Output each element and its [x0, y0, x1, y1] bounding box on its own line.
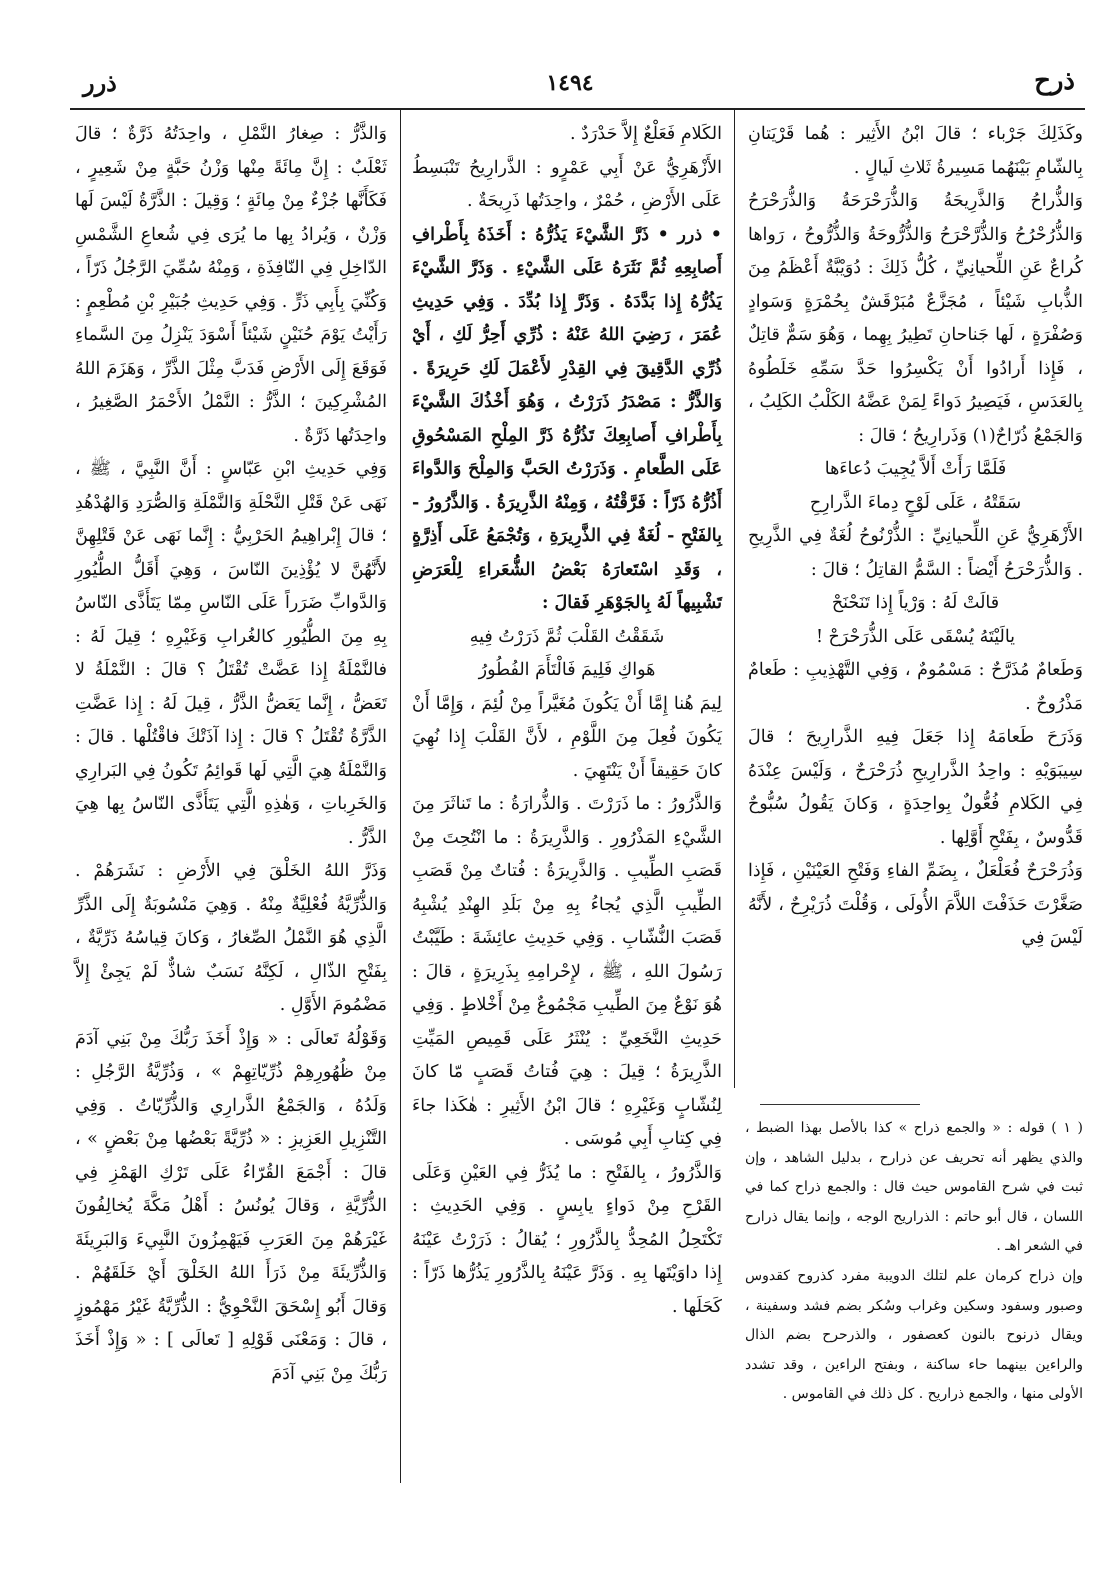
paragraph: وَقَوْلُهُ تَعالَى : « وَإِذْ أَخَذَ رَبُّكَ مِنْ بَنِي آدَمَ مِنْ ظُهُورِهِمْ ذُرِّيّاتِهِمْ » ، وَذُرِّيَّةُ الرَّجُلِ : وَلَدُهُ ، وَالجَمْعُ الذَّرارِي وَالذُّرِّيّاتُ . وَفِي التَّنْزِيلِ العَزِيزِ : « ذُرِّيَّةً بَعْضُها مِنْ بَعْضٍ » ، قالَ : أَجْمَعَ القُرّاءُ عَلَى تَرْكِ الهَمْزِ فِي الذُّرِّيَّةِ ، وَقالَ يُونُسُ : أَهْلُ مَكَّةَ يُخالِفُونَ غَيْرَهُمْ مِنَ العَرَبِ فَيَهْمِزُونَ النَّبِيءَ وَالبَرِيئَةَ وَالذُّرِّيئَةَ مِنْ ذَرَأَ اللهُ الخَلْقَ أَيْ خَلَقَهُمْ . وَقالَ أَبُو إِسْحَقَ النَّحْوِيُّ : الذُّرِّيَّةُ غَيْرُ مَهْمُوزٍ ، قالَ : وَمَعْنَى قَوْلِهِ [ تَعالَى ] : « وَإِذْ أَخَذَ رَبُّكَ مِنْ بَنِي آدَمَ — [75, 1028, 387, 1384]
column-left — [75, 118, 387, 1391]
footnote — [745, 1114, 1083, 1410]
footnote-rule — [760, 1104, 920, 1105]
paragraph: وَالذُّراحُ وَالذَّرِيحَةُ وَالذُّرَحْرَحَةُ وَالذُّرَحْرَحُ وَالذُّرُحْرُحُ وَالذُّرَّحْرَحُ وَالذُّرُّوحَةُ وَالذُّرُّوحُ ، رَواها كُراعٌ عَنِ اللِّحيانِيِّ ، كُلُّ ذَلِكَ : دُوَيْبَّةٌ أَعْظَمُ مِنَ الذُّبابِ شَيْئاً ، مُجَزَّعٌ مُبَرْقَشٌ بِحُمْرَةٍ وَسَوادٍ وَصُفْرَةٍ ، لَها جَناحانِ تَطِيرُ بِهِما ، وَهُوَ سَمٌّ قاتِلٌ ، فَإِذا أَرادُوا أَنْ يَكْسِرُوا حَدَّ سَمِّهِ خَلَطُوهُ بِالعَدَسِ ، فَيَصِيرُ دَواءً لِمَنْ عَضَّهُ الكَلْبُ الكَلِبُ ، وَالجَمْعُ ذُرّاحٌ(١) وَذَرارِيحُ ؛ قالَ : — [748, 191, 1083, 446]
paragraph: الكَلامِ فَعَلْعٌ إِلاَّ حَدْرَدٌ . — [570, 124, 722, 144]
paragraph: الأَزْهَرِيُّ عَنْ أَبِي عَمْرٍو : الذَّرارِيحُ تَنْبَسِطُ عَلَى الأَرْضِ ، حُمْرٌ ، واحِدَتُها ذَرِيحَةٌ . — [412, 157, 722, 211]
paragraph: وكَذَلِكَ جَرْباء ؛ قالَ ابْنُ الأَثِير : هُما قَرْيَتانِ بِالشّامِ بَيْنَهُما مَسِيرةُ ثَلاثِ لَيالٍ . — [748, 124, 1083, 178]
paragraph: وَالذَّرُّ : صِغارُ النَّمْلِ ، واحِدَتُهُ ذَرَّةٌ ؛ قالَ ثَعْلَبٌ : إِنَّ مِائَةً مِنْها وَزْنُ حَبَّةٍ مِنْ شَعِيرٍ ، فَكَأَنَّها جُزْءٌ مِنْ مِائَةٍ ؛ وَقِيلَ : الذَّرَّةُ لَيْسَ لَها وَزْنٌ ، وَيُرادُ بِها ما يُرَى فِي شُعاعِ الشَّمْسِ الدّاخِلِ فِي النّافِذَةِ ، وَمِنْهُ سُمِّيَ الرَّجُلُ ذَرّاً ، وَكُنِّيَ بِأَبِي ذَرٍّ . وَفِي حَدِيثِ جُبَيْرِ بْنِ مُطْعِمٍ : رَأَيْتُ يَوْمَ حُنَيْنٍ شَيْئاً أَسْوَدَ يَنْزِلُ مِنَ السَّماءِ فَوَقَعَ إِلَى الأَرْضِ فَدَبَّ مِثْلَ الذَّرِّ ، وَهَزَمَ اللهُ المُشْرِكِينَ ؛ الذَّرُّ : النَّمْلُ الأَحْمَرُ الصَّغِيرُ ، واحِدَتُها ذَرَّةٌ . — [75, 124, 387, 446]
footnote-paragraph: وإن ذراح كرمان علم لتلك الدويبة مفرد كذروح كقدوس وصبور وسفود وسكين وغراب وسُكر بضم فشد وسفينة ، ويقال ذرنوح بالنون كعصفور ، والذرحرح بضم الذال والراءين بينهما حاء ساكنة ، وبفتح الراءين ، وقد تشدد الأولى منها ، والجمع ذراريح . كل ذلك في القاموس . — [745, 1267, 1083, 1403]
verse-line: هَواكِ فَلِيمَ فَالْتَأَمَ الفُطُورُ — [478, 660, 656, 680]
paragraph: وَذَرَّ اللهُ الخَلْقَ فِي الأَرْضِ : نَشَرَهُمْ . وَالذُّرِّيَّةُ فُعْلِيَّةٌ مِنْهُ . وَهِيَ مَنْسُوبَةٌ إِلَى الذَّرِّ الَّذِي هُوَ النَّمْلُ الصِّغارُ ، وَكانَ قِياسُهُ ذَرِّيَّةٌ ، بِفَتْحِ الذّالِ ، لَكِنَّهُ نَسَبٌ شاذٌّ لَمْ يَجِئْ إِلاَّ مَضْمُومَ الأَوَّلِ . — [75, 861, 387, 1015]
verse-line: سَقَتْهُ ، عَلَى لَوْحٍ دِماءَ الذَّرارِحِ — [809, 492, 1022, 513]
entry-dharr: • ذرر • ذَرَّ الشَّيْءَ يَذُرُّهُ : أَخَذَهُ بِأَطْرافِ أَصابِعِهِ ثُمَّ نَثَرَهُ عَلَى الشَّيْءِ . وَذَرَّ الشَّيْءَ يَذُرُّهُ إِذا بَدَّدَهُ . وَذَرَّ إِذا بُدِّدَ . وَفِي حَدِيثِ عُمَرَ ، رَضِيَ اللهُ عَنْهُ : ذُرِّي أَحِرُّ لَكِ ، أَيْ ذُرِّي الدَّقِيقَ فِي القِدْرِ لأَعْمَلَ لَكِ حَرِيرَةً . وَالذَّرُّ : مَصْدَرُ ذَرَرْتُ ، وَهُوَ أَخْذُكَ الشَّيْءَ بِأَطْرافِ أَصابِعِكَ تَذُرُّهُ ذَرَّ المِلْحِ المَسْحُوقِ عَلَى الطَّعامِ . وَذَرَرْتُ الحَبَّ وَالمِلْحَ وَالدَّواءَ أَذُرُّهُ ذَرّاً : فَرَّقْتُهُ ، وَمِنْهُ الذَّرِيرَةُ . وَالذَّرُورُ - بِالفَتْحِ - لُغَةٌ فِي الذَّرِيرَةِ ، وَتُجْمَعُ عَلَى أَذِرَّةٍ ، وَقَدِ اسْتَعارَهُ بَعْضُ الشُّعَراءِ لِلْعَرَضِ تَشْبِيهاً لَهُ بِالجَوْهَرِ فَقالَ : — [412, 224, 722, 613]
paragraph: وَفِي حَدِيثِ ابْنِ عَبّاسٍ : أَنَّ النَّبِيَّ ، ﷺ ، نَهَى عَنْ قَتْلِ النَّحْلَةِ وَالنَّمْلَةِ وَالصُّرَدِ وَالهُدْهُدِ ؛ قالَ إِبْراهِيمُ الحَرْبِيُّ : إِنَّما نَهَى عَنْ قَتْلِهِنَّ لأَنَّهُنَّ لا يُؤْذِينَ النّاسَ ، وَهِيَ أَقَلُّ الطُّيُورِ وَالدَّوابِّ ضَرَراً عَلَى النّاسِ مِمّا يَتَأَذَّى النّاسُ بِهِ مِنَ الطُّيُورِ كالغُرابِ وَغَيْرِهِ ؛ قِيلَ لَهُ : فالنَّمْلَةُ إِذا عَضَّتْ تُقْتَلُ ؟ قالَ : النَّمْلَةُ لا تَعَضُّ ، إِنَّما يَعَضُّ الذَّرُّ ، قِيلَ لَهُ : إِذا عَضَّتِ الذَّرَّةُ تُقْتَلُ ؟ قالَ : إِذا آذَتْكَ فاقْتُلْها . قالَ : وَالنَّمْلَةُ هِيَ الَّتِي لَها قَوائِمُ تَكُونُ فِي البَرارِي وَالخَرِباتِ ، وَهٰذِهِ الَّتِي يَتَأَذَّى النّاسُ بِها هِيَ الذَّرُّ . — [75, 459, 387, 848]
paragraph: وَالذَّرُورُ : ما ذَرَرْتَ . وَالذُّرارَةُ : ما تَناثَرَ مِنَ الشَّيْءِ المَذْرُورِ . وَالذَّرِيرَةُ : ما انْتُحِتَ مِنْ قَصَبِ الطِّيبِ . وَالذَّرِيرَةُ : فُتاتٌ مِنْ قَصَبِ الطِّيبِ الَّذِي يُجاءُ بِهِ مِنْ بَلَدِ الهِنْدِ يُشْبِهُ قَصَبَ النُّشّابِ . وَفِي حَدِيثِ عائِشَةَ : طَيَّبْتُ رَسُولَ اللهِ ، ﷺ ، لإِحْرامِهِ بِذَرِيرَةٍ ، قالَ : هُوَ نَوْعٌ مِنَ الطِّيبِ مَجْمُوعٌ مِنْ أَخْلاطٍ . وَفِي حَدِيثِ النَّخَعِيِّ : يُنْثَرُ عَلَى قَمِيصِ المَيِّتِ الذَّرِيرَةُ ؛ قِيلَ : هِيَ فُتاتُ قَصَبٍ مّا كانَ لِنُشّابٍ وَغَيْرِهِ ؛ قالَ ابْنُ الأَثِيرِ : هٰكَذا جاءَ فِي كِتابِ أَبِي مُوسَى . — [412, 794, 722, 1149]
verse-line: قالَتْ لَهُ : وَرْياً إِذا تَنَحْنَحْ — [831, 593, 1000, 613]
column-divider-right — [734, 108, 735, 1088]
footnote-paragraph: ( ١ ) قوله : « والجمع ذراح » كذا بالأصل بهذا الضبط ، والذي يظهر أنه تحريف عن ذرارح ، بدليل الشاهد ، وإن ثبت في شرح القاموس حيث قال : والجمع ذراح كما في اللسان ، قال أبو حاتم : الذراريح الوجه ، وإنما يقال ذرارح في الشعر اهـ . — [745, 1120, 1083, 1255]
paragraph: وَطَعامٌ مُذَرَّحٌ : مَسْمُومٌ ، وَفِي التَّهْذِيبِ : طَعامٌ مَذْرُوحٌ . — [748, 660, 1083, 714]
header-root-left: ذرر — [83, 68, 117, 97]
header-rule — [70, 108, 1085, 110]
paragraph: وَالذَّرُورُ ، بِالفَتْحِ : ما يُذَرُّ فِي العَيْنِ وَعَلَى القَرْحِ مِنْ دَواءٍ يابِسٍ . وَفِي الحَدِيثِ : تَكْتَحِلُ المُحِدُّ بِالذَّرُورِ ؛ يُقالُ : ذَرَرْتُ عَيْنَهُ إِذا داوَيْتَها بِهِ . وَذَرَّ عَيْنَهُ بِالذَّرُورِ يَذُرُّها ذَرّاً : كَحَلَها . — [412, 1162, 722, 1317]
column-right — [748, 118, 1083, 956]
header-root-right: ذرح — [1034, 66, 1075, 96]
page-header — [55, 66, 1085, 104]
page-number: ١٤٩٤ — [546, 70, 594, 96]
paragraph: وَذَرَحَ طَعامَهُ إِذا جَعَلَ فِيهِ الذَّرارِيحَ ؛ قالَ سِيبَوَيْهِ : واحِدُ الذَّرارِيحِ ذُرَحْرَحٌ ، وَلَيْسَ عِنْدَهُ فِي الكَلامِ فُعُّولٌ بِواحِدَةٍ ، وَكانَ يَقُولُ سُبُّوحٌ قَدُّوسٌ ، بِفَتْحِ أَوَّلِها . — [748, 727, 1083, 848]
verse-line: فَلَمَّا رَأَتْ أَلاَّ يُجِيبَ دُعاءَها — [824, 459, 1007, 479]
verse-line: يالَيْتَهُ يُسْقَى عَلَى الذُّرَحْرَحْ ! — [815, 626, 1016, 647]
column-middle — [412, 118, 722, 1324]
paragraph: لِيمَ هُنا إِمَّا أَنْ يَكُونَ مُغَيَّراً مِنْ لُئِمَ ، وَإِمَّا أَنْ يَكُونَ فُعِلَ مِنَ اللَّوْمِ ، لأَنَّ القَلْبَ إِذا نُهِيَ كانَ حَقِيقاً أَنْ يَنْتَهِيَ . — [412, 693, 722, 781]
column-divider-left — [400, 108, 401, 1483]
paragraph: وَذُرَحْرَحٌ فُعَلْعَلٌ ، بِضَمِّ الفاءِ وَفَتْحِ العَيْنَيْنِ ، فَإِذا صَغَّرْتَ حَذَفْتَ اللاَّمَ الأُولَى ، وَقُلْتَ ذُرَيْرِحٌ ، لأَنَّهُ لَيْسَ فِي — [748, 861, 1083, 948]
verse-line: شَقَقْتُ القَلْبَ ثُمَّ ذَرَرْتُ فِيهِ — [469, 626, 665, 647]
paragraph: الأَزْهَرِيُّ عَنِ اللِّحيانِيِّ : الذُّرْنُوحُ لُغَةٌ فِي الذَّرِيحِ . وَالذُّرَحْرَحُ أَيْضاً : السَّمُّ القاتِلُ ؛ قالَ : — [748, 526, 1083, 580]
